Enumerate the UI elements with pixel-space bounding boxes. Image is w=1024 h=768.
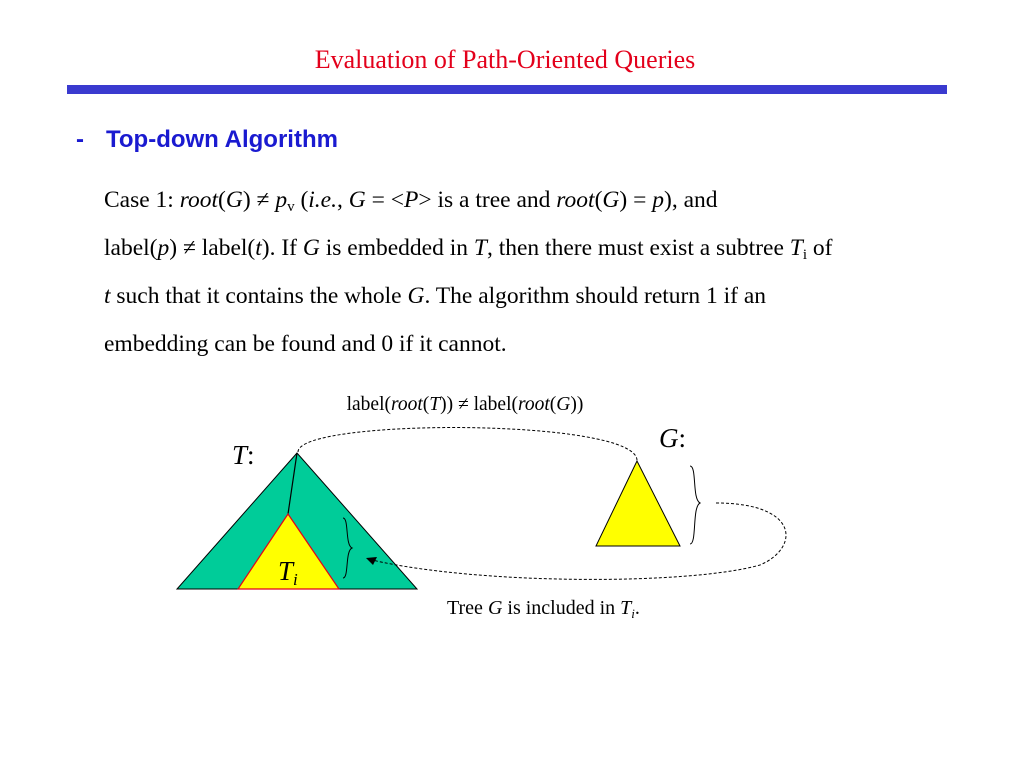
bullet-marker: - [76,126,84,153]
slide-title: Evaluation of Path-Oriented Queries [314,45,696,74]
diagram-caption: Tree G is included in $T_i$. [447,597,640,621]
heading-text: Top-down Algorithm [106,126,338,153]
inclusion-arrow-dashed [372,503,786,579]
tree-G-label: G: [659,423,687,453]
tree-T-label: T: [232,440,255,470]
paragraph-line-2: label(p) ≠ label(t). If G is embedded in T, then there must exist a subtree $T_i$ of [104,235,833,263]
paragraph-line-3: t such that it contains the whole G. The algorithm should return 1 if an [104,283,767,309]
subtree-Ti-label: Ti [278,556,298,589]
paragraph-line-4: embedding can be found and 0 if it cannot. [104,331,507,357]
paragraph-line-1: Case 1: root(G) ≠ $p_v$ (i.e., G = <P> is a tree and root(G) = p), and [104,187,718,215]
tree-G-brace [690,466,700,544]
tree-G-triangle [596,461,680,546]
root-connector-dashed [298,428,637,461]
root-label-comparison: label(root(T)) ≠ label(root(G)) [346,394,584,415]
